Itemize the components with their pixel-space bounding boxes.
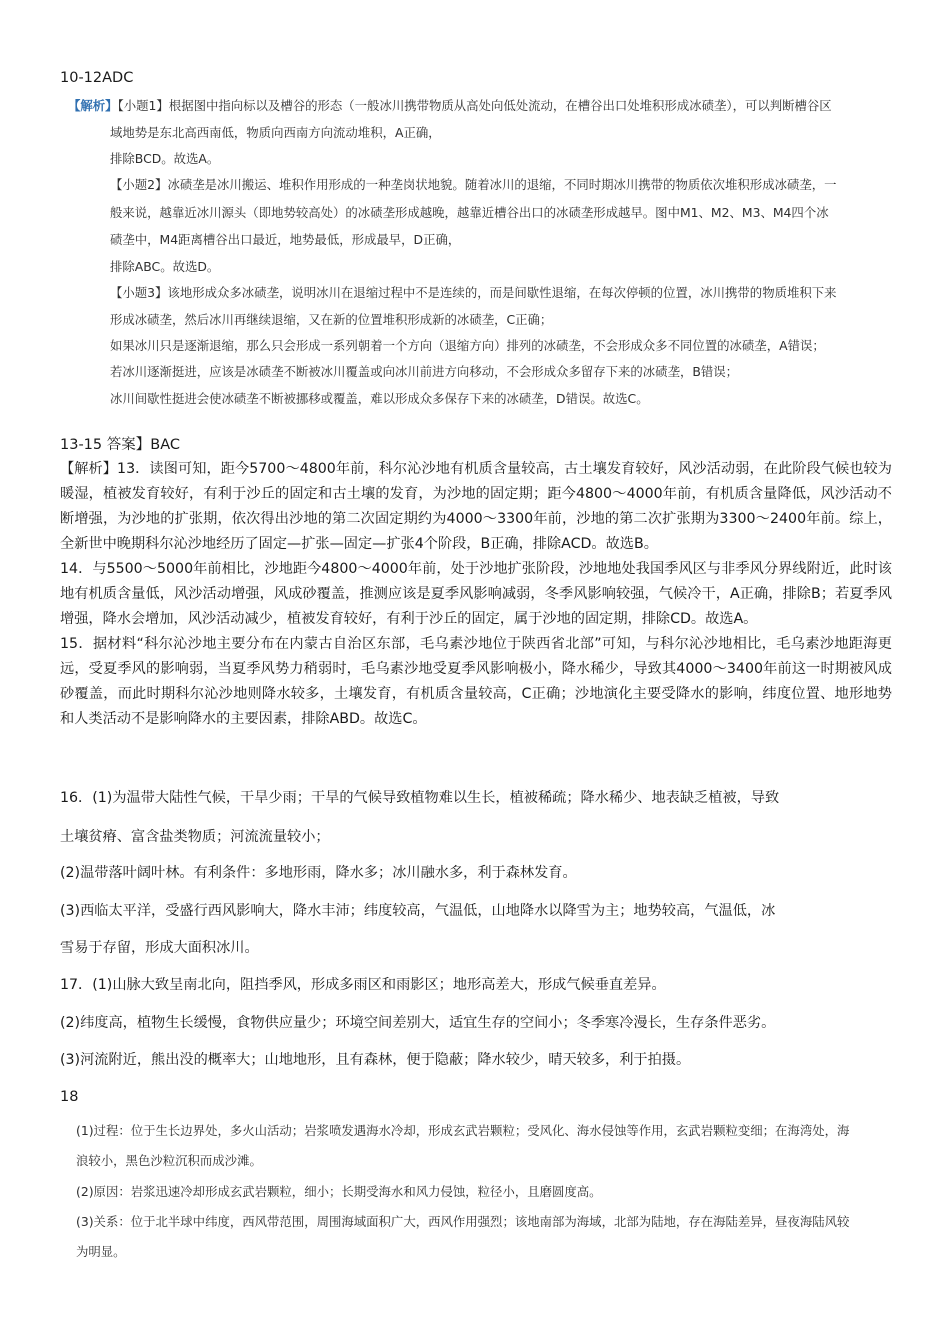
- analysis-13-15: [60, 457, 892, 732]
- answer-18-line-1: (1)过程：位于生长边界处，多火山活动；岩浆喷发遇海水冷却，形成玄武岩颗粒；受风化、海水侵蚀等作用，玄武岩颗粒变细；在海湾处，海: [76, 1123, 850, 1138]
- paragraph-13: 【解析】13．读图可知，距今5700～4800年前，科尔沁沙地有机质含量较高，古土壤发育较好，风沙活动弱，在此阶段气候也较为暖湿，植被发育较好，有利于沙丘的固定和古土壤的发育，为沙地的固定期；距今4800～4000年前，有机质含量降低，风沙活动不断增强，为沙地的扩张期，依次得出沙地的第二次固定期约为4000～3300年前，沙地的第二次扩张期为3300～2400年前。综上，全新世中晚期科尔沁沙地经历了固定—扩张—固定—扩张4个阶段，B正确，排除ACD。故选B。: [60, 461, 892, 552]
- analysis-line-8: 【小题3】该地形成众多冰碛垄，说明冰川在退缩过程中不是连续的，而是间歇性退缩，在每次停顿的位置，冰川携带的物质堆积下来: [110, 285, 837, 300]
- analysis-line-7: 排除ABC。故选D。: [110, 259, 220, 274]
- analysis-line-2: 域地势是东北高西南低，物质向西南方向流动堆积，A正确，: [110, 125, 441, 140]
- answer-18-line-5: 为明显。: [76, 1244, 126, 1259]
- heading-18: 18: [60, 1089, 79, 1105]
- analysis-text: 【小题1】根据图中指向标以及槽谷的形态（一般冰川携带物质从高处向低处流动，在槽谷出口处堆积形成冰碛垄），可以判断槽谷区: [117, 98, 832, 113]
- answer-16-line-1: 16．(1)为温带大陆性气候，干旱少雨；干旱的气候导致植物难以生长，植被稀疏；降水稀少、地表缺乏植被，导致: [60, 790, 780, 806]
- answer-17-line-2: (2)纬度高，植物生长缓慢，食物供应量少；环境空间差别大，适宜生存的空间小；冬季寒冷漫长，生存条件恶劣。: [60, 1015, 776, 1031]
- analysis-line-9: 形成冰碛垄，然后冰川再继续退缩，又在新的位置堆积形成新的冰碛垄，C正确；: [110, 312, 553, 327]
- answer-18-line-2: 浪较小，黑色沙粒沉积而成沙滩。: [76, 1153, 262, 1168]
- answer-16-line-5: 雪易于存留，形成大面积冰川。: [60, 940, 259, 956]
- answer-17-line-3: (3)河流附近，熊出没的概率大；山地地形，且有森林，便于隐蔽；降水较少，晴天较多，利于拍摄。: [60, 1052, 691, 1068]
- analysis-line-4: 【小题2】冰碛垄是冰川搬运、堆积作用形成的一种垄岗状地貌。随着冰川的退缩，不同时期冰川携带的物质依次堆积形成冰碛垄，一: [110, 177, 837, 192]
- analysis-tag: 【解析】: [68, 98, 118, 113]
- answer-16-line-4: (3)西临太平洋，受盛行西风影响大，降水丰沛；纬度较高，气温低，山地降水以降雪为主；地势较高，气温低，冰: [60, 903, 776, 919]
- answer-17-line-1: 17．(1)山脉大致呈南北向，阻挡季风，形成多雨区和雨影区；地形高差大，形成气候垂直差异。: [60, 977, 666, 993]
- analysis-line-11: 若冰川逐渐挺进，应该是冰碛垄不断被冰川覆盖或向冰川前进方向移动，不会形成众多留存下来的冰碛垄，B错误；: [110, 364, 739, 379]
- heading-13-15: 13-15 答案】BAC: [60, 437, 180, 453]
- answer-16-line-2: 土壤贫瘠、富含盐类物质；河流流量较小；: [60, 829, 330, 845]
- analysis-line-3: 排除BCD。故选A。: [110, 151, 220, 166]
- answer-16-line-3: (2)温带落叶阔叶林。有利条件：多地形雨，降水多；冰川融水多，利于森林发育。: [60, 865, 577, 881]
- answer-18-line-4: (3)关系：位于北半球中纬度，西风带范围，周围海域面积广大，西风作用强烈；该地南部为海域，北部为陆地，存在海陆差异，昼夜海陆风较: [76, 1214, 850, 1229]
- analysis-line-10: 如果冰川只是逐渐退缩，那么只会形成一系列朝着一个方向（退缩方向）排列的冰碛垄，不会形成众多不同位置的冰碛垄，A错误；: [110, 338, 825, 353]
- analysis-line-5: 般来说，越靠近冰川源头（即地势较高处）的冰碛垄形成越晚，越靠近槽谷出口的冰碛垄形成越早。图中M1、M2、M3、M4四个冰: [110, 205, 829, 220]
- analysis-line-12: 冰川间歇性挺进会使冰碛垄不断被挪移或覆盖，难以形成众多保存下来的冰碛垄，D错误。故选C。: [110, 391, 649, 406]
- paragraph-15: 15．据材料“科尔沁沙地主要分布在内蒙古自治区东部，毛乌素沙地位于陕西省北部”可知，与科尔沁沙地相比，毛乌素沙地距海更远，受夏季风的影响弱，当夏季风势力稍弱时，毛乌素沙地受夏季风影响极小，降水稀少，导致其4000～3400年前这一时期被风成砂覆盖，而此时期科尔沁沙地则降水较多，土壤发育，有机质含量较高，C正确；沙地演化主要受降水的影响，纬度位置、地形地势和人类活动不是影响降水的主要因素，排除ABD。故选C。: [60, 636, 892, 727]
- analysis-line-1: [68, 96, 832, 115]
- answer-18-line-3: (2)原因：岩浆迅速冷却形成玄武岩颗粒，细小；长期受海水和风力侵蚀，粒径小，且磨圆度高。: [76, 1184, 602, 1199]
- heading-10-12: 10-12ADC: [60, 70, 134, 86]
- analysis-line-6: 碛垄中，M4距离槽谷出口最近，地势最低，形成最早，D正确，: [110, 232, 461, 247]
- paragraph-14: 14．与5500～5000年前相比，沙地距今4800～4000年前，处于沙地扩张阶段，沙地地处我国季风区与非季风分界线附近，此时该地有机质含量低，风沙活动增强，风成砂覆盖，推测应该是夏季风影响减弱，冬季风影响较强，气候冷干，A正确，排除B；若夏季风增强，降水会增加，风沙活动减少，植被发育较好，有利于沙丘的固定，属于沙地的固定期，排除CD。故选A。: [60, 561, 892, 627]
